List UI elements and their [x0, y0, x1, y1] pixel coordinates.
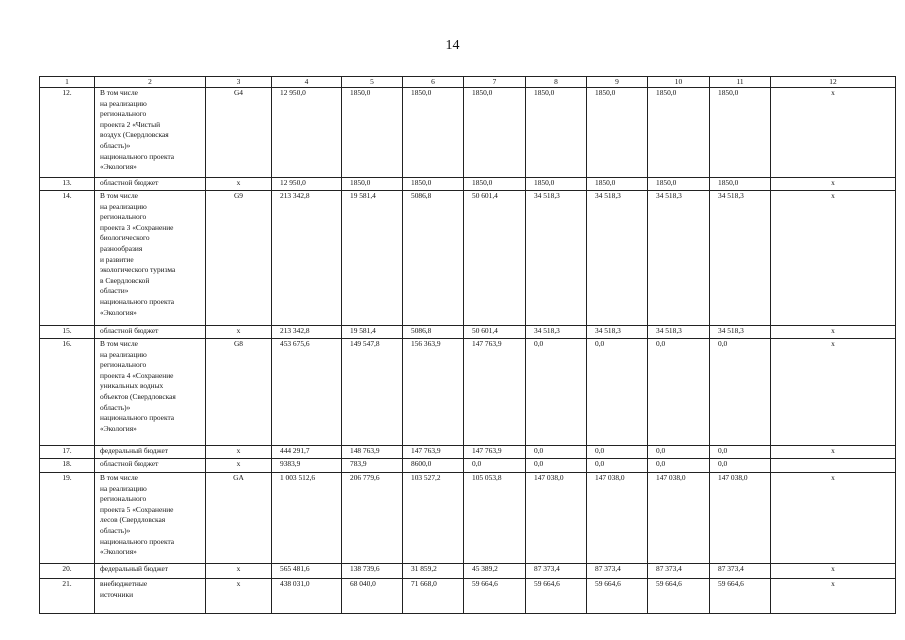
column-header: 8: [526, 77, 587, 88]
column-header: 10: [648, 77, 710, 88]
table-row: [40, 178, 896, 191]
row-name-cell: В том числе на реализацию регионального проекта 2 «Чистый воздух (Свердловская область)» национального проекта «Экология»: [95, 88, 206, 178]
value-cell: 1850,0: [710, 178, 771, 191]
table-row: [40, 579, 896, 614]
column-header: 5: [342, 77, 403, 88]
value-cell: 34 518,3: [648, 191, 710, 326]
column-header: 11: [710, 77, 771, 88]
row-number-cell: 14.: [40, 191, 95, 326]
row-number-cell: 17.: [40, 446, 95, 459]
value-cell: 34 518,3: [710, 191, 771, 326]
column-header: 7: [464, 77, 526, 88]
row-col12-cell: x: [771, 339, 896, 446]
value-cell: 444 291,7: [272, 446, 342, 459]
row-col12-cell: x: [771, 579, 896, 614]
value-cell: 1850,0: [403, 88, 464, 178]
row-col12-cell: x: [771, 564, 896, 579]
row-number-cell: 13.: [40, 178, 95, 191]
table-row: [40, 191, 896, 326]
value-cell: 1850,0: [587, 88, 648, 178]
value-cell: 5086,8: [403, 326, 464, 339]
value-cell: 0,0: [526, 459, 587, 473]
value-cell: 1850,0: [648, 178, 710, 191]
value-cell: 87 373,4: [526, 564, 587, 579]
value-cell: 34 518,3: [587, 191, 648, 326]
row-code-cell: x: [206, 564, 272, 579]
row-name-cell: В том числе на реализацию регионального проекта 4 «Сохранение уникальных водных объектов (Свердловская область)» национального проекта «Экология»: [95, 339, 206, 446]
value-cell: 0,0: [648, 459, 710, 473]
value-cell: 206 779,6: [342, 473, 403, 564]
value-cell: 0,0: [710, 446, 771, 459]
value-cell: 0,0: [587, 446, 648, 459]
value-cell: 147 038,0: [648, 473, 710, 564]
value-cell: 31 859,2: [403, 564, 464, 579]
row-name-cell: внебюджетные источники: [95, 579, 206, 614]
table-row: [40, 459, 896, 473]
row-code-cell: x: [206, 446, 272, 459]
column-header: 1: [40, 77, 95, 88]
value-cell: 1850,0: [526, 88, 587, 178]
row-code-cell: GA: [206, 473, 272, 564]
value-cell: 8600,0: [403, 459, 464, 473]
value-cell: 147 763,9: [464, 446, 526, 459]
row-name-cell: В том числе на реализацию регионального проекта 5 «Сохранение лесов (Свердловская область)» национального проекта «Экология»: [95, 473, 206, 564]
column-header: 6: [403, 77, 464, 88]
row-col12-cell: x: [771, 473, 896, 564]
row-col12-cell: [771, 459, 896, 473]
row-number-cell: 12.: [40, 88, 95, 178]
value-cell: 103 527,2: [403, 473, 464, 564]
table-row: [40, 564, 896, 579]
value-cell: 1850,0: [403, 178, 464, 191]
row-code-cell: G8: [206, 339, 272, 446]
value-cell: 0,0: [710, 459, 771, 473]
row-code-cell: G9: [206, 191, 272, 326]
row-code-cell: G4: [206, 88, 272, 178]
table-row: [40, 339, 896, 446]
row-code-cell: x: [206, 326, 272, 339]
table-row: [40, 473, 896, 564]
row-name-cell: федеральный бюджет: [95, 446, 206, 459]
row-code-cell: x: [206, 178, 272, 191]
row-code-cell: x: [206, 579, 272, 614]
value-cell: 12 950,0: [272, 178, 342, 191]
value-cell: 5086,8: [403, 191, 464, 326]
value-cell: 438 031,0: [272, 579, 342, 614]
row-number-cell: 19.: [40, 473, 95, 564]
row-name-cell: В том числе на реализацию регионального проекта 3 «Сохранение биологического разнообразия и развитие экологического туризма в Свердловской области» национального проекта «Экология»: [95, 191, 206, 326]
value-cell: 147 038,0: [587, 473, 648, 564]
row-col12-cell: x: [771, 178, 896, 191]
value-cell: 34 518,3: [526, 326, 587, 339]
value-cell: 0,0: [710, 339, 771, 446]
table-row: [40, 326, 896, 339]
value-cell: 59 664,6: [648, 579, 710, 614]
value-cell: 147 038,0: [710, 473, 771, 564]
column-header: 4: [272, 77, 342, 88]
value-cell: 34 518,3: [710, 326, 771, 339]
value-cell: 0,0: [648, 446, 710, 459]
value-cell: 1850,0: [710, 88, 771, 178]
value-cell: 1850,0: [648, 88, 710, 178]
value-cell: 1850,0: [587, 178, 648, 191]
value-cell: 50 601,4: [464, 191, 526, 326]
row-col12-cell: x: [771, 88, 896, 178]
row-name-cell: областной бюджет: [95, 459, 206, 473]
value-cell: 0,0: [526, 339, 587, 446]
row-name-cell: областной бюджет: [95, 326, 206, 339]
value-cell: 0,0: [587, 459, 648, 473]
value-cell: 59 664,6: [526, 579, 587, 614]
value-cell: 1850,0: [464, 88, 526, 178]
column-header: 3: [206, 77, 272, 88]
budget-table: [39, 76, 896, 614]
value-cell: 59 664,6: [464, 579, 526, 614]
value-cell: 68 040,0: [342, 579, 403, 614]
value-cell: 783,9: [342, 459, 403, 473]
value-cell: 0,0: [648, 339, 710, 446]
value-cell: 213 342,8: [272, 326, 342, 339]
row-code-cell: x: [206, 459, 272, 473]
value-cell: 9383,9: [272, 459, 342, 473]
value-cell: 0,0: [526, 446, 587, 459]
value-cell: 34 518,3: [648, 326, 710, 339]
value-cell: 0,0: [587, 339, 648, 446]
row-col12-cell: x: [771, 446, 896, 459]
value-cell: 50 601,4: [464, 326, 526, 339]
row-number-cell: 15.: [40, 326, 95, 339]
value-cell: 59 664,6: [587, 579, 648, 614]
row-col12-cell: x: [771, 326, 896, 339]
row-name-cell: областной бюджет: [95, 178, 206, 191]
value-cell: 71 668,0: [403, 579, 464, 614]
value-cell: 1850,0: [526, 178, 587, 191]
row-number-cell: 16.: [40, 339, 95, 446]
value-cell: 19 581,4: [342, 191, 403, 326]
table-body: [40, 88, 896, 614]
value-cell: 87 373,4: [587, 564, 648, 579]
value-cell: 453 675,6: [272, 339, 342, 446]
column-header: 2: [95, 77, 206, 88]
value-cell: 156 363,9: [403, 339, 464, 446]
value-cell: 148 763,9: [342, 446, 403, 459]
header-row: [40, 77, 896, 88]
value-cell: 34 518,3: [526, 191, 587, 326]
value-cell: 147 763,9: [464, 339, 526, 446]
value-cell: 19 581,4: [342, 326, 403, 339]
table-row: [40, 446, 896, 459]
value-cell: 565 481,6: [272, 564, 342, 579]
value-cell: 213 342,8: [272, 191, 342, 326]
value-cell: 147 038,0: [526, 473, 587, 564]
value-cell: 1 003 512,6: [272, 473, 342, 564]
row-number-cell: 18.: [40, 459, 95, 473]
value-cell: 34 518,3: [587, 326, 648, 339]
column-header: 12: [771, 77, 896, 88]
value-cell: 59 664,6: [710, 579, 771, 614]
value-cell: 1850,0: [342, 178, 403, 191]
value-cell: 45 389,2: [464, 564, 526, 579]
row-number-cell: 20.: [40, 564, 95, 579]
column-header: 9: [587, 77, 648, 88]
value-cell: 87 373,4: [710, 564, 771, 579]
row-col12-cell: x: [771, 191, 896, 326]
value-cell: 138 739,6: [342, 564, 403, 579]
value-cell: 12 950,0: [272, 88, 342, 178]
table-row: [40, 88, 896, 178]
value-cell: 1850,0: [342, 88, 403, 178]
page-number: 14: [445, 38, 460, 53]
value-cell: 149 547,8: [342, 339, 403, 446]
row-name-cell: федеральный бюджет: [95, 564, 206, 579]
value-cell: 1850,0: [464, 178, 526, 191]
value-cell: 87 373,4: [648, 564, 710, 579]
value-cell: 147 763,9: [403, 446, 464, 459]
row-number-cell: 21.: [40, 579, 95, 614]
value-cell: 105 053,8: [464, 473, 526, 564]
value-cell: 0,0: [464, 459, 526, 473]
